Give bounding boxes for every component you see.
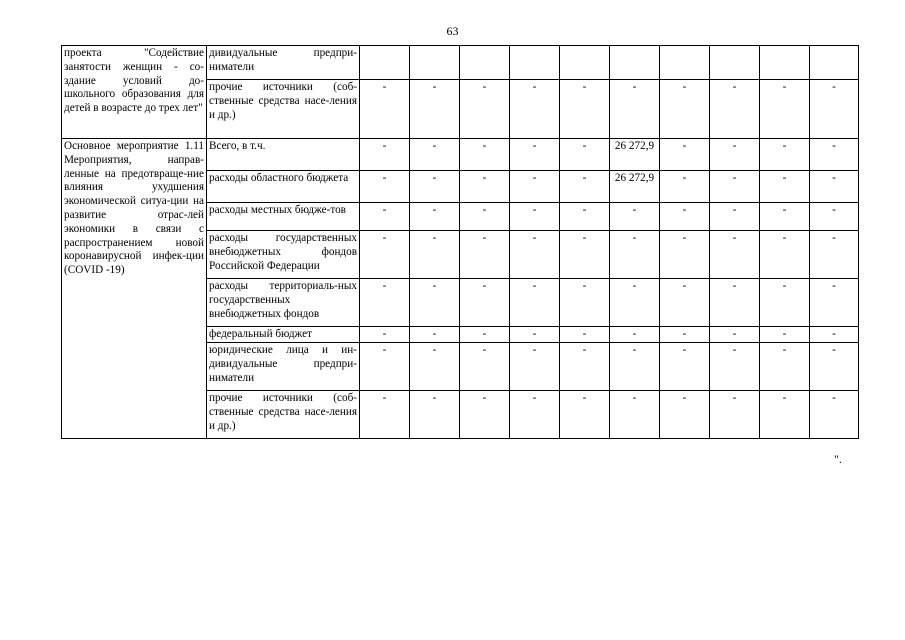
page-number: 63 <box>446 24 459 38</box>
value-cell: - <box>460 391 510 439</box>
value-cell: - <box>460 279 510 327</box>
value-cell: - <box>710 171 760 203</box>
value-cell: - <box>410 139 460 171</box>
funding-source-cell: расходы государственных внебюджетных фондов Российской Федерации <box>207 231 360 279</box>
funding-source-cell: прочие источники (соб-ственные средства насе-ления и др.) <box>207 391 360 439</box>
closing-quote: ". <box>834 452 842 466</box>
value-cell: - <box>760 279 810 327</box>
funding-table <box>61 45 859 439</box>
value-cell: - <box>610 343 660 391</box>
value-cell: - <box>410 391 460 439</box>
table-row <box>62 46 859 80</box>
value-cell: - <box>710 327 760 343</box>
value-cell: - <box>360 391 410 439</box>
funding-source-cell: юридические лица и ин-дивидуальные предпри-ниматели <box>207 343 360 391</box>
funding-source-cell: дивидуальные предпри-ниматели <box>207 46 360 80</box>
value-cell: - <box>810 171 859 203</box>
value-cell: - <box>360 80 410 139</box>
value-cell: - <box>610 203 660 231</box>
value-cell: - <box>560 203 610 231</box>
value-cell: - <box>610 279 660 327</box>
value-cell: - <box>710 80 760 139</box>
project-cell: Основное мероприятие 1.11 Мероприятия, направ-ленные на предотвраще-ние влияния ухудшения экономической ситуа-ции на развитие отрас-лей экономики в связи с распространением новой коронавирусной инфек-ции (COVID -19) <box>62 139 207 439</box>
value-cell: - <box>810 231 859 279</box>
value-cell: - <box>410 80 460 139</box>
value-cell: - <box>610 327 660 343</box>
value-cell <box>460 46 510 80</box>
value-cell: - <box>360 343 410 391</box>
funding-source-cell: расходы областного бюджета <box>207 171 360 203</box>
value-cell: - <box>360 327 410 343</box>
value-cell: - <box>810 327 859 343</box>
value-cell: - <box>660 203 710 231</box>
value-cell <box>410 46 460 80</box>
value-cell <box>760 46 810 80</box>
project-cell: проекта "Содействие занятости женщин - со-здание условий до-школьного образования для детей в возрасте до трех лет" <box>62 46 207 139</box>
value-cell: - <box>560 231 610 279</box>
value-cell: - <box>710 231 760 279</box>
value-cell: - <box>760 391 810 439</box>
value-cell: - <box>460 203 510 231</box>
value-cell: - <box>560 327 610 343</box>
value-cell: - <box>710 203 760 231</box>
value-cell: - <box>660 279 710 327</box>
value-cell: - <box>460 327 510 343</box>
value-cell: - <box>360 203 410 231</box>
value-cell: - <box>510 327 560 343</box>
value-cell: - <box>560 343 610 391</box>
value-cell: - <box>460 171 510 203</box>
value-cell: - <box>560 171 610 203</box>
value-cell: - <box>810 391 859 439</box>
value-cell: - <box>360 231 410 279</box>
value-cell: - <box>760 80 810 139</box>
funding-source-cell: расходы территориаль-ных государственных внебюджетных фондов <box>207 279 360 327</box>
funding-source-cell: расходы местных бюдже-тов <box>207 203 360 231</box>
value-cell: - <box>510 139 560 171</box>
value-cell: - <box>710 139 760 171</box>
value-cell: - <box>460 80 510 139</box>
value-cell: - <box>410 231 460 279</box>
value-cell: - <box>360 279 410 327</box>
value-cell <box>360 46 410 80</box>
value-cell: - <box>660 171 710 203</box>
value-cell: - <box>810 139 859 171</box>
value-cell: - <box>610 391 660 439</box>
value-cell: - <box>360 139 410 171</box>
value-cell: - <box>810 343 859 391</box>
value-cell: - <box>410 171 460 203</box>
value-cell: - <box>510 279 560 327</box>
value-cell: - <box>660 343 710 391</box>
value-cell: - <box>410 343 460 391</box>
value-cell: - <box>810 203 859 231</box>
value-cell: - <box>660 80 710 139</box>
value-cell: - <box>510 80 560 139</box>
value-cell: - <box>760 203 810 231</box>
value-cell: - <box>560 80 610 139</box>
value-cell: - <box>710 391 760 439</box>
value-cell: - <box>510 203 560 231</box>
value-cell: - <box>510 343 560 391</box>
funding-source-cell: федеральный бюджет <box>207 327 360 343</box>
value-cell <box>510 46 560 80</box>
value-cell: - <box>660 391 710 439</box>
value-cell: - <box>760 231 810 279</box>
value-cell: - <box>710 343 760 391</box>
value-cell: - <box>510 391 560 439</box>
value-cell: - <box>560 139 610 171</box>
value-cell: - <box>560 391 610 439</box>
value-cell: - <box>410 279 460 327</box>
funding-source-cell: Всего, в т.ч. <box>207 139 360 171</box>
value-cell: 26 272,9 <box>610 139 660 171</box>
value-cell: - <box>810 279 859 327</box>
funding-source-cell: прочие источники (соб-ственные средства насе-ления и др.) <box>207 80 360 139</box>
value-cell: - <box>760 327 810 343</box>
value-cell: - <box>360 171 410 203</box>
value-cell <box>610 46 660 80</box>
value-cell: - <box>460 139 510 171</box>
table-body <box>62 46 859 439</box>
value-cell <box>710 46 760 80</box>
value-cell: - <box>760 343 810 391</box>
value-cell <box>810 46 859 80</box>
value-cell: - <box>460 343 510 391</box>
table-row <box>62 139 859 171</box>
value-cell: - <box>760 171 810 203</box>
value-cell: - <box>610 80 660 139</box>
value-cell: - <box>410 203 460 231</box>
value-cell: - <box>660 231 710 279</box>
value-cell: - <box>460 231 510 279</box>
value-cell: - <box>410 327 460 343</box>
value-cell <box>560 46 610 80</box>
value-cell: - <box>660 327 710 343</box>
value-cell: 26 272,9 <box>610 171 660 203</box>
value-cell: - <box>610 231 660 279</box>
value-cell <box>660 46 710 80</box>
value-cell: - <box>710 279 760 327</box>
value-cell: - <box>810 80 859 139</box>
value-cell: - <box>660 139 710 171</box>
value-cell: - <box>760 139 810 171</box>
value-cell: - <box>510 171 560 203</box>
value-cell: - <box>510 231 560 279</box>
value-cell: - <box>560 279 610 327</box>
